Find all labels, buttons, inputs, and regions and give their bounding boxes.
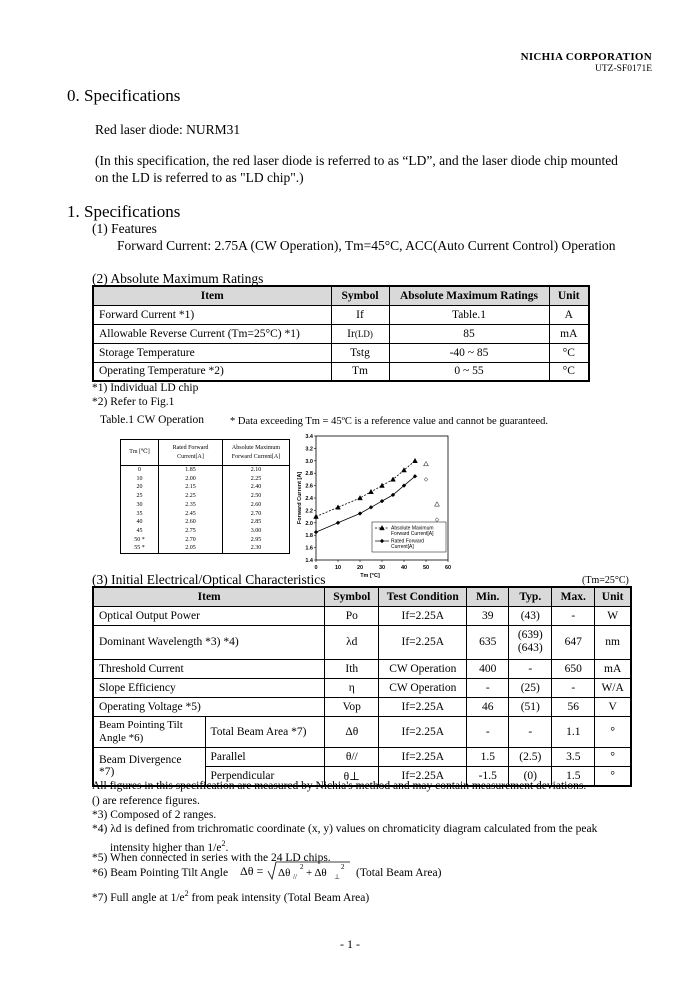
features-text: Forward Current: 2.75A (CW Operation), Tm=45°C, ACC(Auto Current Control) Operation (117, 238, 616, 253)
reference-data-point (424, 462, 429, 466)
ieoc-max: 1.1 (552, 716, 595, 747)
table1-absmax: 2.70 (223, 510, 290, 519)
ieoc-symbol: Δθ (325, 716, 379, 747)
ieoc-subitem: Total Beam Area *7) (205, 716, 325, 747)
beam-tilt-formula (238, 858, 352, 884)
ieoc-header-row (93, 587, 631, 606)
amr-item: Allowable Reverse Current (Tm=25°C) *1) (93, 324, 331, 343)
table1-header-absmax: Absolute Maximum Forward Current[A] (223, 440, 290, 466)
ieoc-typ: (51) (509, 697, 552, 716)
data-point (358, 496, 363, 500)
ieoc-unit: nm (595, 625, 631, 659)
ieoc-unit: ° (595, 716, 631, 747)
note-4-line2: intensity higher than $1/e^2$. (110, 839, 229, 854)
ieoc-max: 650 (552, 659, 595, 678)
ieoc-header-condition: Test Condition (379, 587, 467, 606)
amr-item: Operating Temperature *2) (93, 362, 331, 381)
note-7-superscript: 2 (184, 889, 189, 898)
table1-tm: 40 (121, 518, 159, 527)
amr-header-value: Absolute Maximum Ratings (389, 286, 549, 305)
ieoc-label: (3) Initial Electrical/Optical Characteristics (92, 572, 326, 587)
ieoc-header-unit: Unit (595, 587, 631, 606)
ieoc-item: Operating Voltage *5) (93, 697, 325, 716)
table-row (121, 501, 290, 510)
table1-absmax: 2.40 (223, 483, 290, 492)
table-row (93, 697, 631, 716)
table1-absmax: 2.50 (223, 492, 290, 501)
data-point (336, 521, 340, 525)
note-measurement: All figures in this specification are measured by Nichia's method and may contain measurement deviations. (92, 780, 587, 792)
ieoc-max: 56 (552, 697, 595, 716)
svg-text:⊥: ⊥ (334, 873, 341, 881)
svg-text://: // (293, 873, 297, 881)
amr-header-symbol: Symbol (331, 286, 389, 305)
amr-label: (2) Absolute Maximum Ratings (92, 271, 264, 286)
table-row (93, 305, 589, 324)
ieoc-max: 647 (552, 625, 595, 659)
note-reference: () are reference figures. (92, 795, 200, 807)
y-tick-label: 1.6 (305, 545, 313, 552)
ieoc-min: 400 (467, 659, 509, 678)
note-6: *6) Beam Pointing Tilt Angle (92, 867, 229, 879)
y-axis-label: Forward Current [A] (297, 471, 303, 525)
ieoc-item: Threshold Current (93, 659, 325, 678)
ieoc-condition-cell: If=2.25A (379, 747, 467, 766)
ieoc-max: - (552, 678, 595, 697)
amr-unit: A (549, 305, 589, 324)
ieoc-max: 1.5 (552, 766, 595, 786)
table1-tm: 10 (121, 475, 159, 484)
ieoc-symbol: Vop (325, 697, 379, 716)
svg-text:Δθ =: Δθ = (240, 864, 264, 878)
table1-rated: 2.75 (159, 527, 223, 536)
legend-label-cont: Current[A] (391, 544, 414, 550)
y-tick-label: 2.8 (305, 471, 313, 478)
table-row (121, 466, 290, 475)
ieoc-symbol: Po (325, 606, 379, 625)
page-number: - 1 - (340, 937, 360, 951)
table1-caption: Table.1 CW Operation (100, 414, 205, 426)
amr-value: Table.1 (389, 305, 549, 324)
ieoc-typ: (25) (509, 678, 552, 697)
ieoc-condition-cell: CW Operation (379, 659, 467, 678)
amr-item: Storage Temperature (93, 343, 331, 362)
table1-rated: 2.05 (159, 544, 223, 553)
ieoc-symbol: θ// (325, 747, 379, 766)
table1-tm: 45 (121, 527, 159, 536)
ieoc-condition: (Tm=25°C) (582, 575, 629, 586)
amr-unit: °C (549, 343, 589, 362)
table-row (93, 659, 631, 678)
table-row (121, 510, 290, 519)
data-point (369, 489, 374, 493)
amr-value: -40 ~ 85 (389, 343, 549, 362)
legend-label-cont: Forward Current[A] (391, 531, 434, 537)
ieoc-min: 635 (467, 625, 509, 659)
svg-text:+ Δθ: + Δθ (306, 867, 327, 879)
note-6-total-beam-area: (Total Beam Area) (356, 867, 442, 879)
amr-header-unit: Unit (549, 286, 589, 305)
table-row (121, 518, 290, 527)
amr-header-row (93, 286, 589, 305)
ieoc-condition-cell: If=2.25A (379, 606, 467, 625)
ieoc-unit: V (595, 697, 631, 716)
x-tick-label: 50 (422, 565, 430, 571)
ieoc-max: 3.5 (552, 747, 595, 766)
table1-header-tm: Tm [℃] (121, 440, 159, 466)
ieoc-typ: (2.5) (509, 747, 552, 766)
table1-absmax: 3.00 (223, 527, 290, 536)
ieoc-subitem: Parallel (205, 747, 325, 766)
table-row (121, 483, 290, 492)
y-tick-label: 2.0 (305, 520, 313, 527)
svg-text:Δθ: Δθ (278, 867, 291, 879)
ieoc-condition-cell: If=2.25A (379, 625, 467, 659)
amr-symbol: Tm (331, 362, 389, 381)
initial-characteristics-table (92, 586, 632, 787)
reference-data-point (424, 478, 428, 482)
table1-tm: 50 * (121, 536, 159, 545)
table-row (93, 343, 589, 362)
x-axis-label: Tm [°C] (360, 573, 380, 579)
y-tick-label: 2.4 (305, 496, 313, 502)
ieoc-unit: W (595, 606, 631, 625)
table1-rated: 2.70 (159, 536, 223, 545)
amr-item: Forward Current *1) (93, 305, 331, 324)
amr-symbol: Tstg (331, 343, 389, 362)
ieoc-max: - (552, 606, 595, 625)
table1-tm: 55 * (121, 544, 159, 553)
table-row (93, 678, 631, 697)
x-tick-label: 30 (378, 565, 386, 571)
company-name: NICHIA CORPORATION (520, 51, 652, 63)
reference-data-note: * Data exceeding Tm = 45ºC is a reference value and cannot be guaranteed. (230, 416, 549, 427)
amr-value: 0 ~ 55 (389, 362, 549, 381)
ieoc-typ-range-2: (643) (517, 642, 543, 654)
data-point (314, 530, 318, 534)
ieoc-symbol: λd (325, 625, 379, 659)
table-row (93, 747, 631, 766)
section-1-title: 1. Specifications (67, 202, 181, 221)
ieoc-typ-range-1: (639) (517, 629, 543, 641)
table1-header-row (121, 440, 290, 466)
table1-rated: 2.00 (159, 475, 223, 484)
absolute-maximum-ratings-table (92, 285, 590, 382)
x-tick-label: 0 (314, 565, 318, 571)
table1-absmax: 2.10 (223, 466, 290, 475)
ieoc-item-line2: Angle *6) (99, 731, 144, 744)
reference-data-point (435, 518, 439, 522)
section-0-title: 0. Specifications (67, 86, 181, 105)
table1-rated: 2.35 (159, 501, 223, 510)
ieoc-condition-cell: If=2.25A (379, 697, 467, 716)
ieoc-typ: (0) (509, 766, 552, 786)
table-row (93, 362, 589, 381)
product-name: Red laser diode: NURM31 (95, 122, 241, 137)
note-4-line1: *4) λd is defined from trichromatic coordinate (x, y) values on chromaticity diagram calculated from the peak (92, 823, 598, 835)
ieoc-symbol: η (325, 678, 379, 697)
table1-tm: 30 (121, 501, 159, 510)
amr-symbol (331, 324, 389, 343)
x-tick-label: 60 (444, 565, 452, 571)
features-label: (1) Features (92, 221, 157, 236)
table-row (93, 625, 631, 659)
note-7-text-a: *7) Full angle at 1/e (92, 891, 185, 904)
note-4-text: intensity higher than 1/e (110, 841, 222, 854)
ieoc-typ: - (509, 716, 552, 747)
table1-rated: 2.25 (159, 492, 223, 501)
ieoc-header-typ: Typ. (509, 587, 552, 606)
ieoc-header-item: Item (93, 587, 325, 606)
y-tick-label: 1.4 (305, 558, 313, 564)
ieoc-unit: W/A (595, 678, 631, 697)
ieoc-item: Slope Efficiency (93, 678, 325, 697)
table1-rated: 2.45 (159, 510, 223, 519)
ieoc-min: - (467, 678, 509, 697)
ieoc-item: Dominant Wavelength *3) *4) (93, 625, 325, 659)
ieoc-item: Beam Divergence *7) (93, 747, 205, 786)
svg-text:2: 2 (300, 863, 304, 871)
amr-unit: mA (549, 324, 589, 343)
ieoc-header-max: Max. (552, 587, 595, 606)
ieoc-condition-cell: If=2.25A (379, 766, 467, 786)
ieoc-min: - (467, 716, 509, 747)
table-row (93, 716, 631, 747)
table-row (121, 536, 290, 545)
table1-tm: 35 (121, 510, 159, 519)
table-row (121, 475, 290, 484)
amr-symbol-sub: (LD) (354, 328, 373, 339)
y-tick-label: 2.6 (305, 483, 313, 490)
table-row (121, 492, 290, 501)
y-tick-label: 1.8 (305, 533, 313, 540)
data-point (314, 514, 319, 518)
amr-note-1: *1) Individual LD chip (92, 382, 199, 394)
x-tick-label: 40 (400, 565, 408, 571)
table-row (93, 324, 589, 343)
y-tick-label: 3.4 (305, 434, 313, 440)
ieoc-item: Optical Output Power (93, 606, 325, 625)
ieoc-min: -1.5 (467, 766, 509, 786)
note-7 (92, 886, 369, 906)
table1-tm: 25 (121, 492, 159, 501)
forward-current-chart (296, 430, 456, 582)
y-tick-label: 2.2 (305, 508, 313, 515)
table-row (121, 527, 290, 536)
note-5: *5) When connected in series with the 24 LD chips. (92, 852, 331, 864)
note-4-superscript: 2 (221, 839, 226, 848)
ieoc-min: 46 (467, 697, 509, 716)
amr-note-2: *2) Refer to Fig.1 (92, 396, 175, 408)
ieoc-symbol: Ith (325, 659, 379, 678)
y-tick-label: 3.2 (305, 446, 313, 453)
ieoc-header-min: Min. (467, 587, 509, 606)
y-tick-label: 3.0 (305, 458, 313, 465)
data-point (380, 499, 384, 503)
x-tick-label: 10 (334, 565, 342, 571)
legend-label: Absolute Maximum (391, 525, 434, 532)
table1-absmax: 2.30 (223, 544, 290, 553)
data-point (380, 483, 385, 487)
note-7-text-b: from peak intensity (Total Beam Area) (188, 891, 370, 904)
ieoc-unit: ° (595, 766, 631, 786)
amr-symbol-main: Ir (347, 327, 355, 340)
table-row (121, 544, 290, 553)
table1-tm: 0 (121, 466, 159, 475)
data-point (413, 458, 418, 462)
ieoc-item-line1: Beam Pointing Tilt (99, 718, 183, 731)
ieoc-typ (509, 625, 552, 659)
terminology-note-line2: on the LD is referred to as "LD chip".) (95, 170, 304, 185)
table1-rated: 2.15 (159, 483, 223, 492)
amr-value: 85 (389, 324, 549, 343)
ieoc-item (93, 716, 205, 747)
ieoc-typ: (43) (509, 606, 552, 625)
table1-absmax: 2.60 (223, 501, 290, 510)
table1-tm: 20 (121, 483, 159, 492)
table1-cw-operation (120, 439, 290, 554)
note-3: *3) Composed of 2 ranges. (92, 809, 217, 821)
data-point (358, 512, 362, 516)
table1-rated: 2.60 (159, 518, 223, 527)
ieoc-subitem: Perpendicular (205, 766, 325, 786)
x-tick-label: 20 (356, 565, 364, 571)
legend-label: Rated Forward (391, 538, 425, 545)
ieoc-condition-cell: CW Operation (379, 678, 467, 697)
svg-text:2: 2 (341, 863, 345, 871)
amr-header-item: Item (93, 286, 331, 305)
data-point (369, 505, 373, 509)
reference-data-point (435, 502, 440, 506)
amr-unit: °C (549, 362, 589, 381)
ieoc-symbol: θ⊥ (325, 766, 379, 786)
table1-absmax: 2.85 (223, 518, 290, 527)
data-point (336, 505, 341, 509)
table1-rated: 1.85 (159, 466, 223, 475)
ieoc-min: 1.5 (467, 747, 509, 766)
amr-symbol: If (331, 305, 389, 324)
terminology-note-line1: (In this specification, the red laser diode is referred to as “LD”, and the laser diode chip mounted (95, 153, 618, 168)
ieoc-unit: ° (595, 747, 631, 766)
table1-absmax: 2.25 (223, 475, 290, 484)
ieoc-unit: mA (595, 659, 631, 678)
document-id: UTZ-SF0171E (595, 64, 652, 74)
ieoc-min: 39 (467, 606, 509, 625)
table1-absmax: 2.95 (223, 536, 290, 545)
ieoc-typ: - (509, 659, 552, 678)
table1-header-rated: Rated Forward Current[A] (159, 440, 223, 466)
ieoc-condition-cell: If=2.25A (379, 716, 467, 747)
ieoc-header-symbol: Symbol (325, 587, 379, 606)
table-row (93, 606, 631, 625)
